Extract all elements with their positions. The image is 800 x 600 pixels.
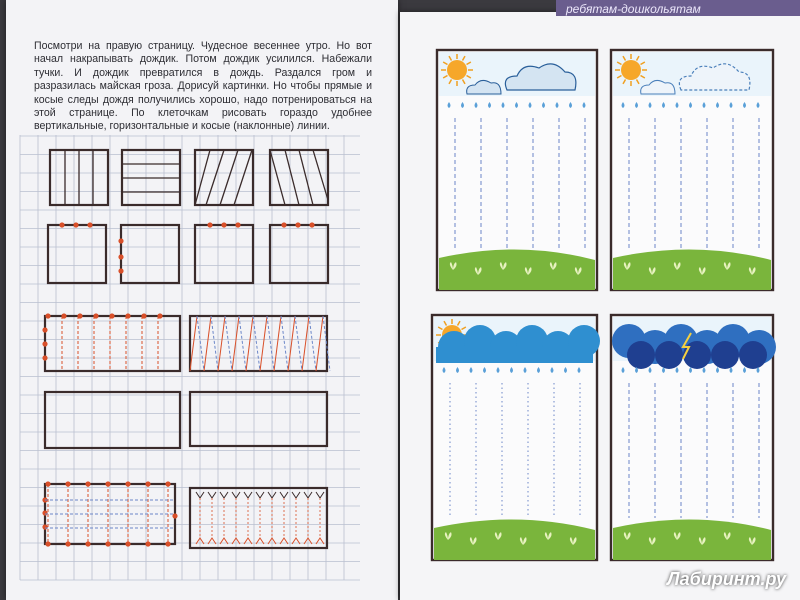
guide-dot — [235, 222, 240, 227]
frame-dots-top-3 — [270, 225, 328, 283]
guide-dot — [172, 513, 177, 518]
guide-dot — [42, 510, 47, 515]
guide-dot — [59, 222, 64, 227]
guide-dot — [45, 313, 50, 318]
guide-dot — [42, 341, 47, 346]
frame-vertical-practice — [45, 316, 180, 371]
grass-hill — [439, 249, 595, 290]
watermark: Лабиринт.ру — [667, 569, 786, 589]
guide-dot — [118, 254, 123, 259]
guide-dot — [118, 268, 123, 273]
guide-dot — [207, 222, 212, 227]
instruction-text: Посмотри на правую страницу. Чудесное весеннее утро. Но вот начал накрапывать дождик. Потом дождик усилился. Набежали тучки. И дождик превратился в дождь. Раздался гром и разразилась майская гроза. Дорисуй картинки. Но чтобы прямые и косые следы дождя получились хорошо, надо потренироваться на этой странице. По клеточкам рисовать гораздо удобнее вертикальные, горизонтальные и косые (наклонные) линии. — [34, 40, 372, 133]
frame-dots-top-2 — [195, 225, 253, 283]
frame-dots-side — [121, 225, 179, 283]
guide-dot — [309, 222, 314, 227]
frame-dots-top — [48, 225, 106, 283]
guide-dot — [118, 238, 123, 243]
grass-hill — [613, 249, 771, 290]
frame-arrow-practice — [190, 488, 327, 548]
rain-picture-panels — [432, 50, 776, 560]
guide-dot — [73, 222, 78, 227]
guide-dot — [281, 222, 286, 227]
frame-empty-2 — [190, 392, 327, 446]
guide-dot — [221, 222, 226, 227]
top-banner-text: ребятам-дошкольятам — [566, 2, 701, 16]
frame-empty-1 — [45, 392, 180, 448]
rain-panel-4 — [611, 315, 776, 560]
guide-dot — [42, 355, 47, 360]
grass-hill — [613, 519, 771, 560]
guide-dot — [295, 222, 300, 227]
frame-slant-lines-2 — [270, 150, 328, 205]
guide-dot — [42, 327, 47, 332]
frame-slant-lines — [195, 150, 253, 205]
rain-panel-1 — [437, 50, 597, 290]
guide-dot — [87, 222, 92, 227]
guide-dot — [42, 524, 47, 529]
rain-panel-2 — [611, 50, 773, 290]
rain-panel-3 — [432, 315, 600, 560]
practice-strokes — [45, 316, 330, 544]
sample-lines — [65, 150, 328, 205]
